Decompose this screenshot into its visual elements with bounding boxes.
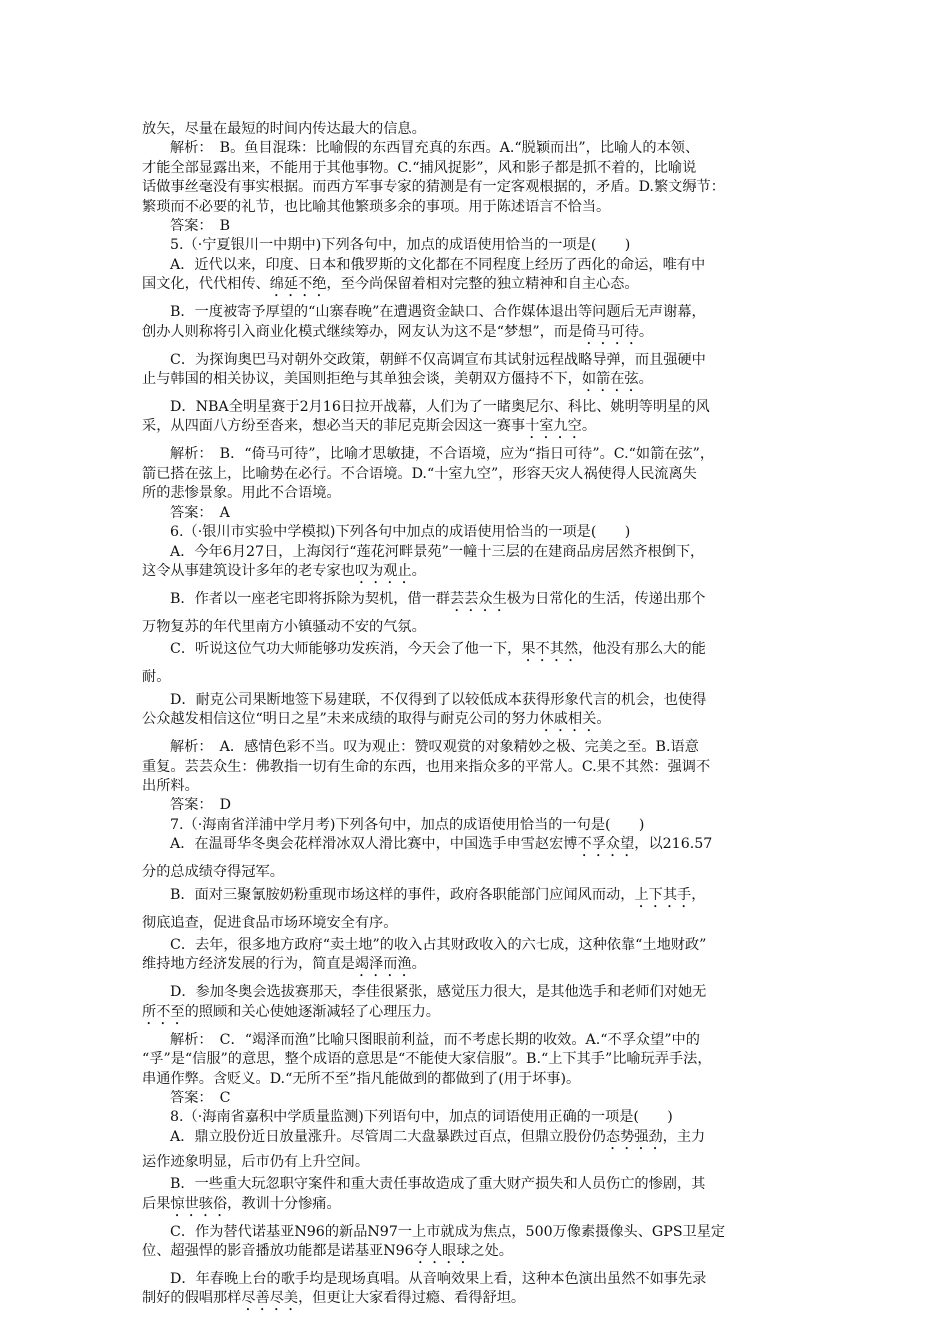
option-line: 运作迹象明显，后市仍有上升空间。 [142,1153,370,1170]
option-line: 分的总成绩夺得冠军。 [142,864,284,881]
text-segment: 创办人则称将引入商业化模式继续筹办，网友认为这不是“梦想”，而是 [142,323,583,340]
option-line: B．一些重大玩忽职守案件和重大责任事故造成了重大财产损失和人员伤亡的惨剧，其 [170,1176,706,1193]
option-line [142,1195,812,1220]
option-line: A．今年6月27日，上海闵行“莲花河畔景苑”一幢十三层的在建商品房居然齐根倒下， [170,543,705,560]
question-stem: 7.（·海南省洋浦中学月考)下列各句中，加点的成语使用恰当的一句是( ) [170,816,645,833]
analysis-line: 才能全部显露出来，不能用于其他事物。C.“捕风捉影”，风和影子都是抓不着的，比喻说 [142,159,697,176]
text-segment: ，以216.57 [634,836,713,853]
option-line [142,370,812,395]
text-segment: 止与韩国的相关协议，美国则拒绝与其单独会谈，美朝双方僵持不下， [142,371,582,388]
option-line: D．耐克公司果断地签下易建联，不仅得到了以较低成本获得形象代言的机会，也使得 [170,691,707,708]
emphasized-idiom: 芸芸众生 [450,590,507,607]
answer-line: 答案： B [170,218,231,235]
option-line [142,275,812,300]
text-segment: A．在温哥华冬奥会花样滑冰双人滑比赛中，中国选手申雪赵宏博 [170,836,578,853]
option-line [142,590,812,615]
question-stem: 5.（·宁夏银川一中期中)下列各句中，加点的成语使用恰当的一项是( ) [170,237,631,254]
option-line: D．NBA全明星赛于2月16日拉开战幕，人们为了一睹奥尼尔、科比、姚明等明星的风 [170,399,710,416]
emphasized-idiom: 上下其手 [634,886,692,903]
text-segment: 这令从事建筑设计多年的老专家也 [142,562,355,579]
analysis-line: 解析： A．感情色彩不当。叹为观止：赞叹观赏的对象精妙之极、完美之至。B.语意 [170,739,699,756]
emphasized-idiom: 休戚相关 [539,711,597,728]
answer-line: 答案： C [170,1090,231,1106]
text-segment: 。 [411,562,426,579]
option-line: D．参加冬奥会选拔赛那天，李佳很紧张，感觉压力很大，是其他选手和老师们对她无 [170,984,707,1001]
analysis-line: 出所料。 [142,777,199,794]
text-segment: B．作者以一座老宅即将拆除为契机，借一群 [170,590,450,607]
text-segment: 制好的假唱那样 [142,1290,242,1307]
option-line: C．作为替代诺基亚N96的新品N97一上市就成为焦点，500万像素摄像头、GPS卫星定 [170,1223,726,1240]
text-segment: 。 [638,323,654,340]
analysis-line: 繁琐而不必要的礼节，也比喻其他繁琐多余的事项。用于陈述语言不恰当。 [142,198,611,215]
answer-line: 答案： D [170,797,232,814]
emphasized-idiom: 竭泽而渔 [354,956,412,973]
text-segment: 后果 [142,1195,171,1212]
analysis-line: 箭已搭在弦上，比喻势在必行。不合语境。D.“十室九空”，形容天灾人祸使得人民流离失 [142,465,697,482]
text-segment: 极为日常化的生活，传递出那个 [506,590,706,607]
emphasized-idiom: 叹为观止 [354,562,412,579]
analysis-line: 解析： B．“倚马可待”，比喻才思敏捷，不合语境，应为“指日可待”。C.“如箭在弦”， [170,446,715,463]
option-line [142,1003,812,1028]
option-line [142,562,812,587]
text-segment: 之处。 [470,1243,513,1260]
document-page [142,120,812,1314]
text-segment: 。 [596,711,611,728]
analysis-line: 话做事丝毫没有事实根据。而西方军事专家的猜测是有一定客观根据的，矛盾。D.繁文缛节： [142,179,725,196]
analysis-line: 所的悲惨景象。用此不合语境。 [142,485,341,502]
emphasized-idiom: 果不其然 [521,641,579,658]
option-line [142,1289,812,1314]
option-line: 耐。 [142,669,171,686]
option-line: C．为探询奥巴马对朝外交政策，朝鲜不仅高调宣布其试射远程战略导弹，而且强硬中 [170,351,706,368]
text-segment: 的照顾和关心使她逐渐减轻了心理压力。 [184,1003,440,1020]
emphasized-idiom: 如箭在弦 [581,371,639,388]
text-segment: ，他没有那么大的能 [578,641,706,658]
option-line: A．近代以来，印度、日本和俄罗斯的文化都在不同程度上经历了西化的命运，唯有中 [170,256,706,273]
option-line: B．一度被寄予厚望的“山寨春晚”在遭遇资金缺口、合作媒体退出等问题后无声谢幕， [170,304,706,321]
text-segment: C．听说这位气功大师能够功发疾消，今天会了他一下， [170,641,522,658]
text-segment: 维持地方经济发展的行为，简直是 [142,956,355,973]
option-line: 万物复苏的年代里南方小镇骚动不安的气氛。 [142,618,426,635]
option-line [142,710,812,735]
emphasized-idiom: 惊世骇俗 [170,1195,228,1212]
text-segment: ，教训十分惨痛。 [227,1195,341,1212]
option-line [142,323,812,348]
question-stem: 8.（·海南省嘉积中学质量监测)下列语句中，加点的词语使用正确的一项是( ) [170,1109,673,1126]
text-segment: ，至今尚保留着相对完整的独立精神和自主心态。 [326,276,639,293]
emphasized-idiom: 态势强劲 [605,1128,663,1145]
option-line: C．去年，很多地方政府“卖土地”的收入占其财政收入的六七成，这种依靠“土地财政” [170,936,707,953]
text-segment: 国文化，代代相传、 [142,276,270,293]
question-stem: 6.（·银川市实验中学模拟)下列各句中加点的成语使用恰当的一项是( ) [170,524,631,541]
text-segment: 采，从四面八方纷至沓来，想必当天的菲尼克斯会因这一赛事 [142,418,526,435]
text-segment: ，主力 [662,1128,706,1145]
text-segment: 。 [411,956,426,973]
emphasized-idiom: 不孚众望 [577,836,635,853]
analysis-line: 串通作弊。含贬义。D.“无所不至”指凡能做到的都做到了(用于坏事)。 [142,1070,581,1087]
option-line: D．年春晚上台的歌手均是现场真唱。从音响效果上看，这种本色演出虽然不如事先录 [170,1271,707,1288]
text-line: 放矢，尽量在最短的时间内传达最大的信息。 [142,121,426,137]
text-segment: B．面对三聚氰胺奶粉重现市场这样的事件，政府各职能部门应闻风而动， [170,886,635,903]
text-segment: 。 [581,418,597,435]
option-line [142,886,812,911]
analysis-line: 重复。芸芸众生：佛教指一切有生命的东西，也用来指众多的平常人。C.果不其然：强调不 [142,758,711,775]
option-line [142,1128,812,1153]
text-segment: 。 [638,371,653,388]
option-line: 彻底追查，促进食品市场环境安全有序。 [142,914,398,931]
option-line [142,955,812,980]
analysis-line: “孚”是“信服”的意思，整个成语的意思是“不能使大家信服”。B.“上下其手”比喻玩弄手法， [142,1051,712,1068]
option-line [142,1242,812,1267]
emphasized-idiom: 夺人眼球 [413,1243,471,1260]
emphasized-idiom: 绵延不绝 [269,276,327,293]
emphasized-idiom: 十室九空 [525,418,582,435]
text-segment: 公众越发相信这位“明日之星”未来成绩的取得与耐克公司的努力 [142,711,540,728]
option-line [142,640,812,665]
emphasized-idiom: 倚马可待 [582,323,639,340]
text-segment: 位、超强悍的影音播放功能都是诺基亚N96 [142,1243,414,1260]
text-segment: ， [691,886,706,903]
analysis-line: 解析： B。鱼目混珠：比喻假的东西冒充真的东西。A.“脱颖而出”，比喻人的本领、 [170,140,700,157]
option-line [142,835,812,860]
analysis-line: 解析： C．“竭泽而渔”比喻只图眼前利益，而不考虑长期的收效。A.“不孚众望”中的 [170,1031,700,1048]
emphasized-idiom: 尽善尽美 [241,1290,299,1307]
option-line [142,417,812,442]
text-segment: A．鼎立股份近日放量涨升。尽管周二大盘暴跌过百点，但鼎立股份仍 [170,1128,606,1145]
emphasized-idiom: 所不至 [142,1003,185,1020]
text-segment: ，但更让大家看得过瘾、看得舒坦。 [298,1290,526,1307]
answer-line: 答案： A [170,504,230,521]
